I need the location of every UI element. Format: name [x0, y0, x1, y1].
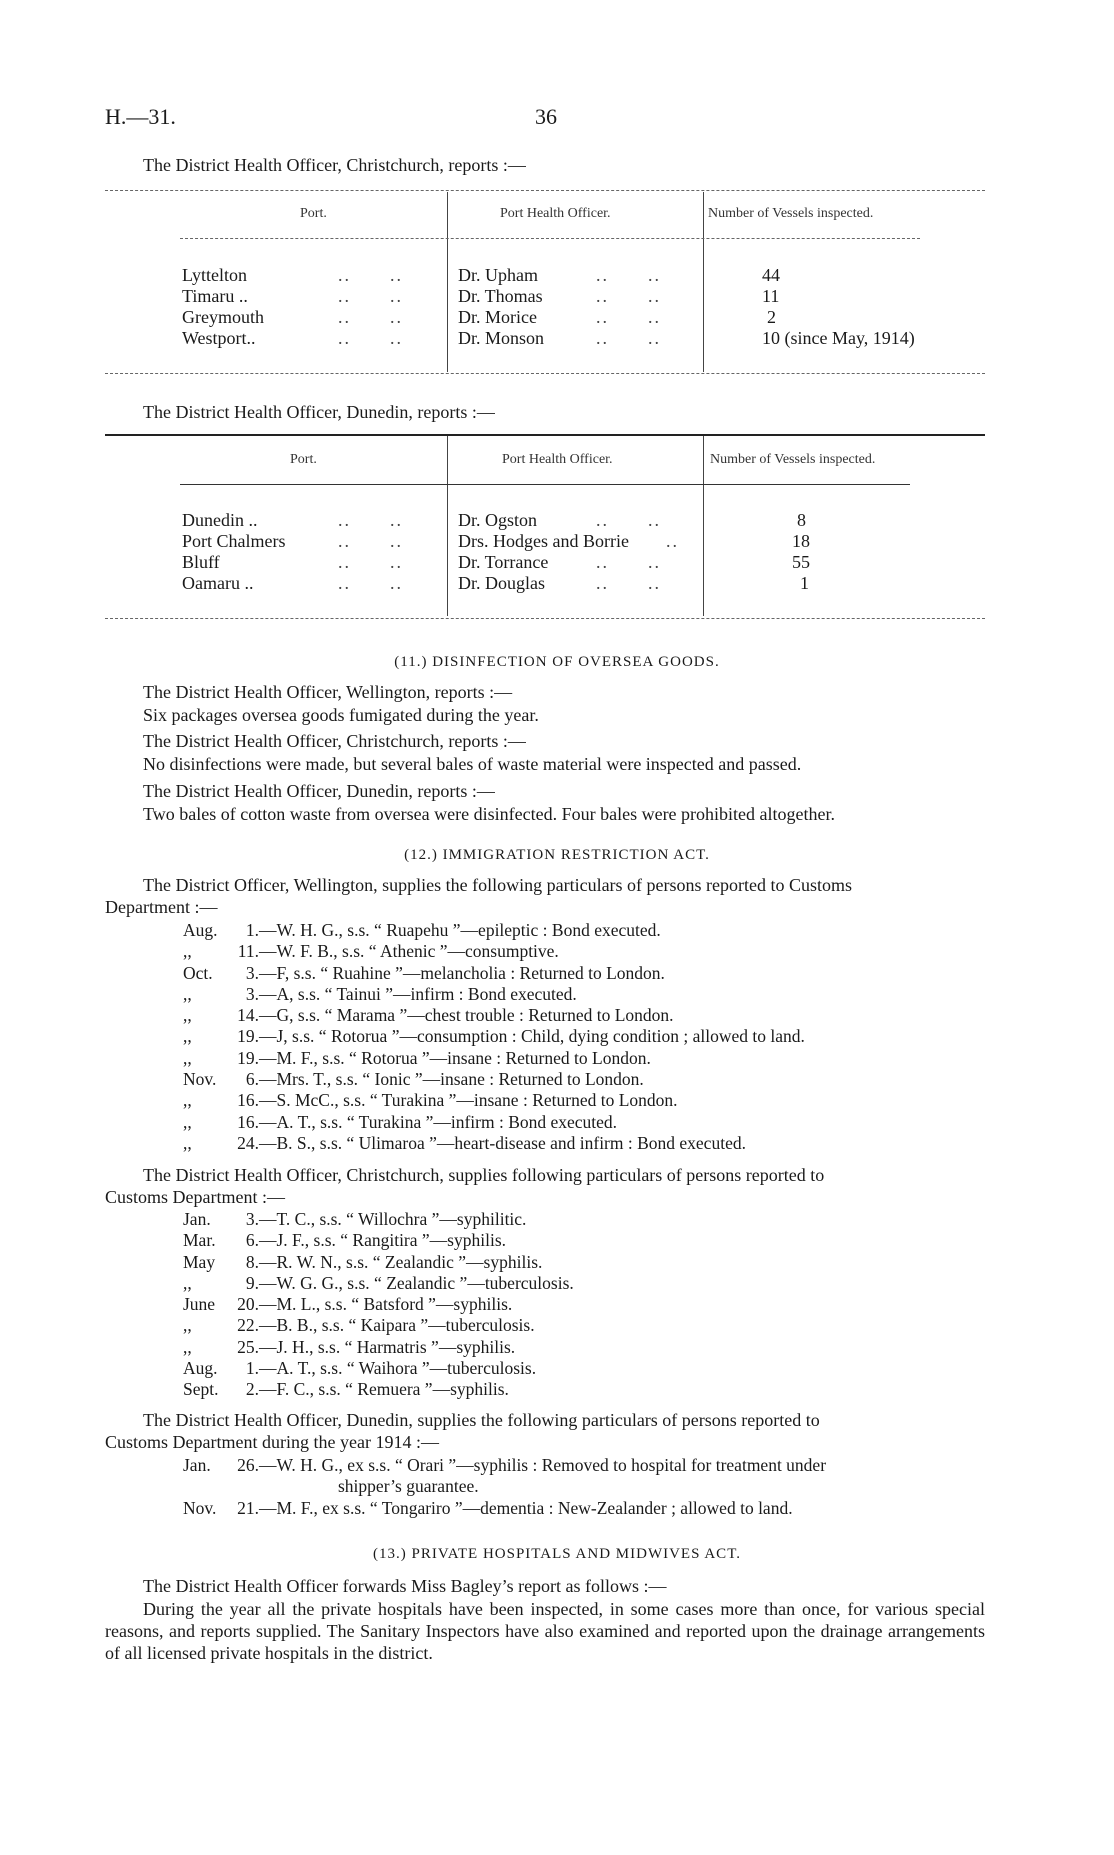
entry-month: Sept. — [183, 1379, 219, 1400]
vessels-cell: 55 — [792, 552, 810, 572]
leader-dots: .. .. — [596, 552, 661, 572]
entry-month: ,, — [183, 1047, 192, 1068]
table-top-rule — [105, 190, 985, 191]
officer-cell: Dr. Monson — [458, 328, 545, 348]
dunedin-intro: The District Health Officer, Dunedin, supplies the following particulars of persons reported to — [143, 1410, 820, 1430]
paragraph-line: The District Health Officer, Christchurch, reports :— — [143, 731, 526, 751]
port-cell: Westport.. — [182, 328, 256, 348]
port-cell: Bluff — [182, 552, 220, 572]
header-rule — [180, 238, 920, 239]
wellington-intro: The District Officer, Wellington, supplies the following particulars of persons reported to Customs — [143, 875, 853, 895]
entry-month: Oct. — [183, 962, 213, 983]
leader-dots: .. .. — [338, 265, 403, 285]
leader-dots: .. .. — [338, 328, 403, 348]
entry-text: —F. C., s.s. “ Remuera ”—syphilis. — [259, 1379, 509, 1400]
list-item — [183, 1209, 983, 1230]
list-item — [183, 1498, 983, 1519]
entry-day: 20. — [237, 1294, 259, 1315]
list-item — [183, 1294, 983, 1315]
entry-day: 16. — [237, 1111, 259, 1132]
leader-dots: .. .. — [596, 510, 661, 530]
paragraph-line: No disinfections were made, but several bales of waste material were inspected and passed. — [143, 754, 802, 774]
column-header-vessels: Number of Vessels inspected. — [708, 206, 874, 221]
port-cell: Port Chalmers — [182, 531, 286, 551]
entry-day: 3. — [245, 983, 259, 1004]
entry-day: 1. — [245, 1358, 259, 1379]
entry-day: 3. — [245, 1209, 259, 1229]
entry-day: 19. — [237, 1047, 259, 1068]
entry-day: 25. — [237, 1336, 259, 1357]
section-title-immigration: (12.) IMMIGRATION RESTRICTION ACT. — [404, 847, 710, 863]
entry-text: —F, s.s. “ Ruahine ”—melancholia : Returned to London. — [259, 962, 665, 983]
column-divider — [447, 192, 448, 372]
entry-month: Nov. — [183, 1069, 217, 1090]
table-top-rule — [105, 434, 985, 436]
officer-cell: Dr. Ogston — [458, 510, 538, 530]
list-item — [183, 1273, 983, 1294]
entry-month: ,, — [183, 1090, 192, 1111]
entry-month: ,, — [183, 941, 192, 962]
private-hospitals-intro: The District Health Officer forwards Miss Bagley’s report as follows :— — [143, 1576, 667, 1596]
leader-dots: .. .. — [596, 573, 661, 593]
entry-day: 2. — [245, 1379, 259, 1400]
entry-text: —G, s.s. “ Marama ”—chest trouble : Returned to London. — [259, 1005, 674, 1026]
document-reference: H.—31. — [105, 104, 176, 129]
entry-text: —S. McC., s.s. “ Turakina ”—insane : Returned to London. — [259, 1090, 678, 1111]
list-item — [183, 1337, 983, 1358]
leader-dots: .. .. — [338, 573, 403, 593]
entry-text: —W. F. B., s.s. “ Athenic ”—consumptive. — [259, 941, 559, 962]
vessels-cell: 10 (since May, 1914) — [762, 328, 915, 348]
entry-day: 8. — [245, 1251, 259, 1272]
list-item — [183, 984, 983, 1005]
column-divider — [703, 192, 704, 372]
leader-dots: .. .. — [596, 265, 661, 285]
paragraph-line: Six packages oversea goods fumigated during the year. — [143, 705, 539, 725]
officer-cell: Dr. Upham — [458, 265, 538, 285]
leader-dots: .. .. — [596, 307, 661, 327]
list-item — [183, 1090, 983, 1111]
entry-month: Jan. — [183, 1209, 211, 1229]
section-title-disinfection: (11.) DISINFECTION OF OVERSEA GOODS. — [394, 654, 720, 670]
list-item — [183, 1026, 983, 1047]
entry-day: 9. — [245, 1272, 259, 1293]
entry-day: 19. — [237, 1026, 259, 1047]
entry-month: ,, — [183, 1336, 192, 1357]
column-header-port: Port. — [290, 452, 317, 467]
list-item — [183, 1005, 983, 1026]
section-title-private-hospitals: (13.) PRIVATE HOSPITALS AND MIDWIVES ACT. — [372, 1546, 741, 1562]
list-item — [183, 1069, 983, 1090]
entry-day: 6. — [245, 1069, 259, 1090]
list-item — [183, 920, 983, 941]
officer-cell: Dr. Morice — [458, 307, 537, 327]
entry-text: —A. T., s.s. “ Turakina ”—infirm : Bond executed. — [259, 1111, 618, 1132]
entry-text: —B. B., s.s. “ Kaipara ”—tuberculosis. — [259, 1315, 535, 1336]
entry-day: 11. — [237, 941, 259, 962]
list-item — [183, 1315, 983, 1336]
dunedin-entries — [183, 1455, 983, 1519]
leader-dots: .. .. — [338, 531, 403, 551]
entry-month: ,, — [183, 1005, 192, 1026]
header-rule — [180, 484, 910, 485]
entry-month: June — [183, 1294, 216, 1315]
entry-text: —W. H. G., ex s.s. “ Orari ”—syphilis : Removed to hospital for treatment under — [259, 1455, 827, 1475]
entry-month: Aug. — [183, 1358, 218, 1379]
leader-dots: .. — [666, 531, 679, 551]
leader-dots: .. .. — [338, 510, 403, 530]
christchurch-intro-cont: Customs Department :— — [105, 1187, 285, 1207]
entry-text: —J. H., s.s. “ Harmatris ”—syphilis. — [259, 1336, 516, 1357]
entry-month: Nov. — [183, 1497, 217, 1518]
entry-text: —J. F., s.s. “ Rangitira ”—syphilis. — [259, 1230, 506, 1251]
leader-dots: .. .. — [596, 286, 661, 306]
port-cell: Timaru .. — [182, 286, 248, 306]
list-item — [183, 1252, 983, 1273]
entry-text: —B. S., s.s. “ Ulimaroa ”—heart-disease and infirm : Bond executed. — [259, 1132, 746, 1153]
dunedin-intro-cont: Customs Department during the year 1914 :— — [105, 1432, 439, 1452]
page-number: 36 — [535, 104, 557, 129]
entry-month: ,, — [183, 1272, 192, 1293]
wellington-entries — [183, 920, 983, 1154]
port-cell: Oamaru .. — [182, 573, 254, 593]
officer-cell: Dr. Douglas — [458, 573, 545, 593]
christchurch-entries — [183, 1209, 983, 1401]
paragraph-line: The District Health Officer, Wellington, reports :— — [143, 682, 513, 702]
paragraph-line: Two bales of cotton waste from oversea were disinfected. Four bales were prohibited altogether. — [143, 804, 836, 824]
entry-text: —M. F., s.s. “ Rotorua ”—insane : Returned to London. — [259, 1047, 651, 1068]
list-item — [183, 1379, 983, 1400]
entry-day: 22. — [237, 1315, 259, 1336]
entry-day: 26. — [237, 1455, 259, 1475]
port-cell: Dunedin .. — [182, 510, 258, 530]
leader-dots: .. .. — [596, 328, 661, 348]
entry-month: ,, — [183, 983, 192, 1004]
list-item — [183, 941, 983, 962]
list-item — [183, 963, 983, 984]
christchurch-intro: The District Health Officer, Christchurch, supplies following particulars of persons reported to — [143, 1165, 825, 1185]
vessels-cell: 11 — [762, 286, 780, 306]
entry-text: —M. L., s.s. “ Batsford ”—syphilis. — [259, 1294, 513, 1315]
port-cell: Lyttelton — [182, 265, 247, 285]
list-item — [183, 1455, 983, 1476]
private-hospitals-body: During the year all the private hospitals have been inspected, in some cases more than once, for various special reasons, and reports supplied. The Sanitary Inspectors have also examined and reported upon the drainage arrangements of all licensed private hospitals in the district. — [105, 1599, 985, 1663]
leader-dots: .. .. — [338, 307, 403, 327]
leader-dots: .. .. — [338, 286, 403, 306]
officer-cell: Dr. Thomas — [458, 286, 543, 306]
list-item — [183, 1112, 983, 1133]
entry-text: —A, s.s. “ Tainui ”—infirm : Bond executed. — [259, 983, 577, 1004]
officer-cell: Dr. Torrance — [458, 552, 549, 572]
list-item — [183, 1358, 983, 1379]
column-header-officer: Port Health Officer. — [502, 452, 613, 467]
entry-day: 3. — [245, 962, 259, 983]
entry-month: ,, — [183, 1132, 192, 1153]
vessels-cell: 18 — [792, 531, 810, 551]
entry-day: 21. — [237, 1497, 259, 1518]
list-item — [183, 1133, 983, 1154]
vessels-cell: 2 — [767, 307, 776, 327]
column-divider — [447, 436, 448, 616]
column-header-port: Port. — [300, 206, 327, 221]
vessels-cell: 8 — [797, 510, 806, 530]
vessels-cell: 44 — [762, 265, 780, 285]
entry-month: Jan. — [183, 1455, 211, 1475]
entry-day: 1. — [245, 920, 259, 940]
entry-month: Aug. — [183, 920, 218, 940]
christchurch-ports-intro: The District Health Officer, Christchurch, reports :— — [143, 155, 526, 175]
entry-text: —T. C., s.s. “ Willochra ”—syphilitic. — [259, 1209, 527, 1229]
entry-text: —W. H. G., s.s. “ Ruapehu ”—epileptic : Bond executed. — [259, 920, 661, 940]
entry-month: ,, — [183, 1111, 192, 1132]
column-header-vessels: Number of Vessels inspected. — [710, 452, 876, 467]
table-bottom-rule — [105, 373, 985, 374]
entry-day: 24. — [237, 1132, 259, 1153]
entry-text: —A. T., s.s. “ Waihora ”—tuberculosis. — [259, 1358, 537, 1379]
entry-text: —M. F., ex s.s. “ Tongariro ”—dementia : New-Zealander ; allowed to land. — [259, 1497, 793, 1518]
vessels-cell: 1 — [800, 573, 809, 593]
port-cell: Greymouth — [182, 307, 264, 327]
column-header-officer: Port Health Officer. — [500, 206, 611, 221]
paragraph-line: The District Health Officer, Dunedin, reports :— — [143, 781, 495, 801]
entry-text-continuation: shipper’s guarantee. — [338, 1476, 479, 1497]
dunedin-ports-intro: The District Health Officer, Dunedin, reports :— — [143, 402, 495, 422]
entry-month: ,, — [183, 1315, 192, 1336]
entry-month: Mar. — [183, 1230, 216, 1251]
wellington-intro-cont: Department :— — [105, 897, 218, 917]
entry-month: ,, — [183, 1026, 192, 1047]
entry-text: —W. G. G., s.s. “ Zealandic ”—tuberculosis. — [259, 1272, 574, 1293]
table-bottom-rule — [105, 618, 985, 619]
list-item — [183, 1230, 983, 1251]
column-divider — [703, 436, 704, 616]
entry-day: 6. — [245, 1230, 259, 1251]
entry-text: —J, s.s. “ Rotorua ”—consumption : Child, dying condition ; allowed to land. — [259, 1026, 805, 1047]
officer-cell: Drs. Hodges and Borrie — [458, 531, 629, 551]
entry-text: —Mrs. T., s.s. “ Ionic ”—insane : Returned to London. — [259, 1069, 644, 1090]
entry-day: 14. — [237, 1005, 259, 1026]
entry-text: —R. W. N., s.s. “ Zealandic ”—syphilis. — [259, 1251, 543, 1272]
list-item — [183, 1048, 983, 1069]
leader-dots: .. .. — [338, 552, 403, 572]
list-item-continuation — [183, 1476, 983, 1497]
entry-month: May — [183, 1251, 216, 1272]
entry-day: 16. — [237, 1090, 259, 1111]
